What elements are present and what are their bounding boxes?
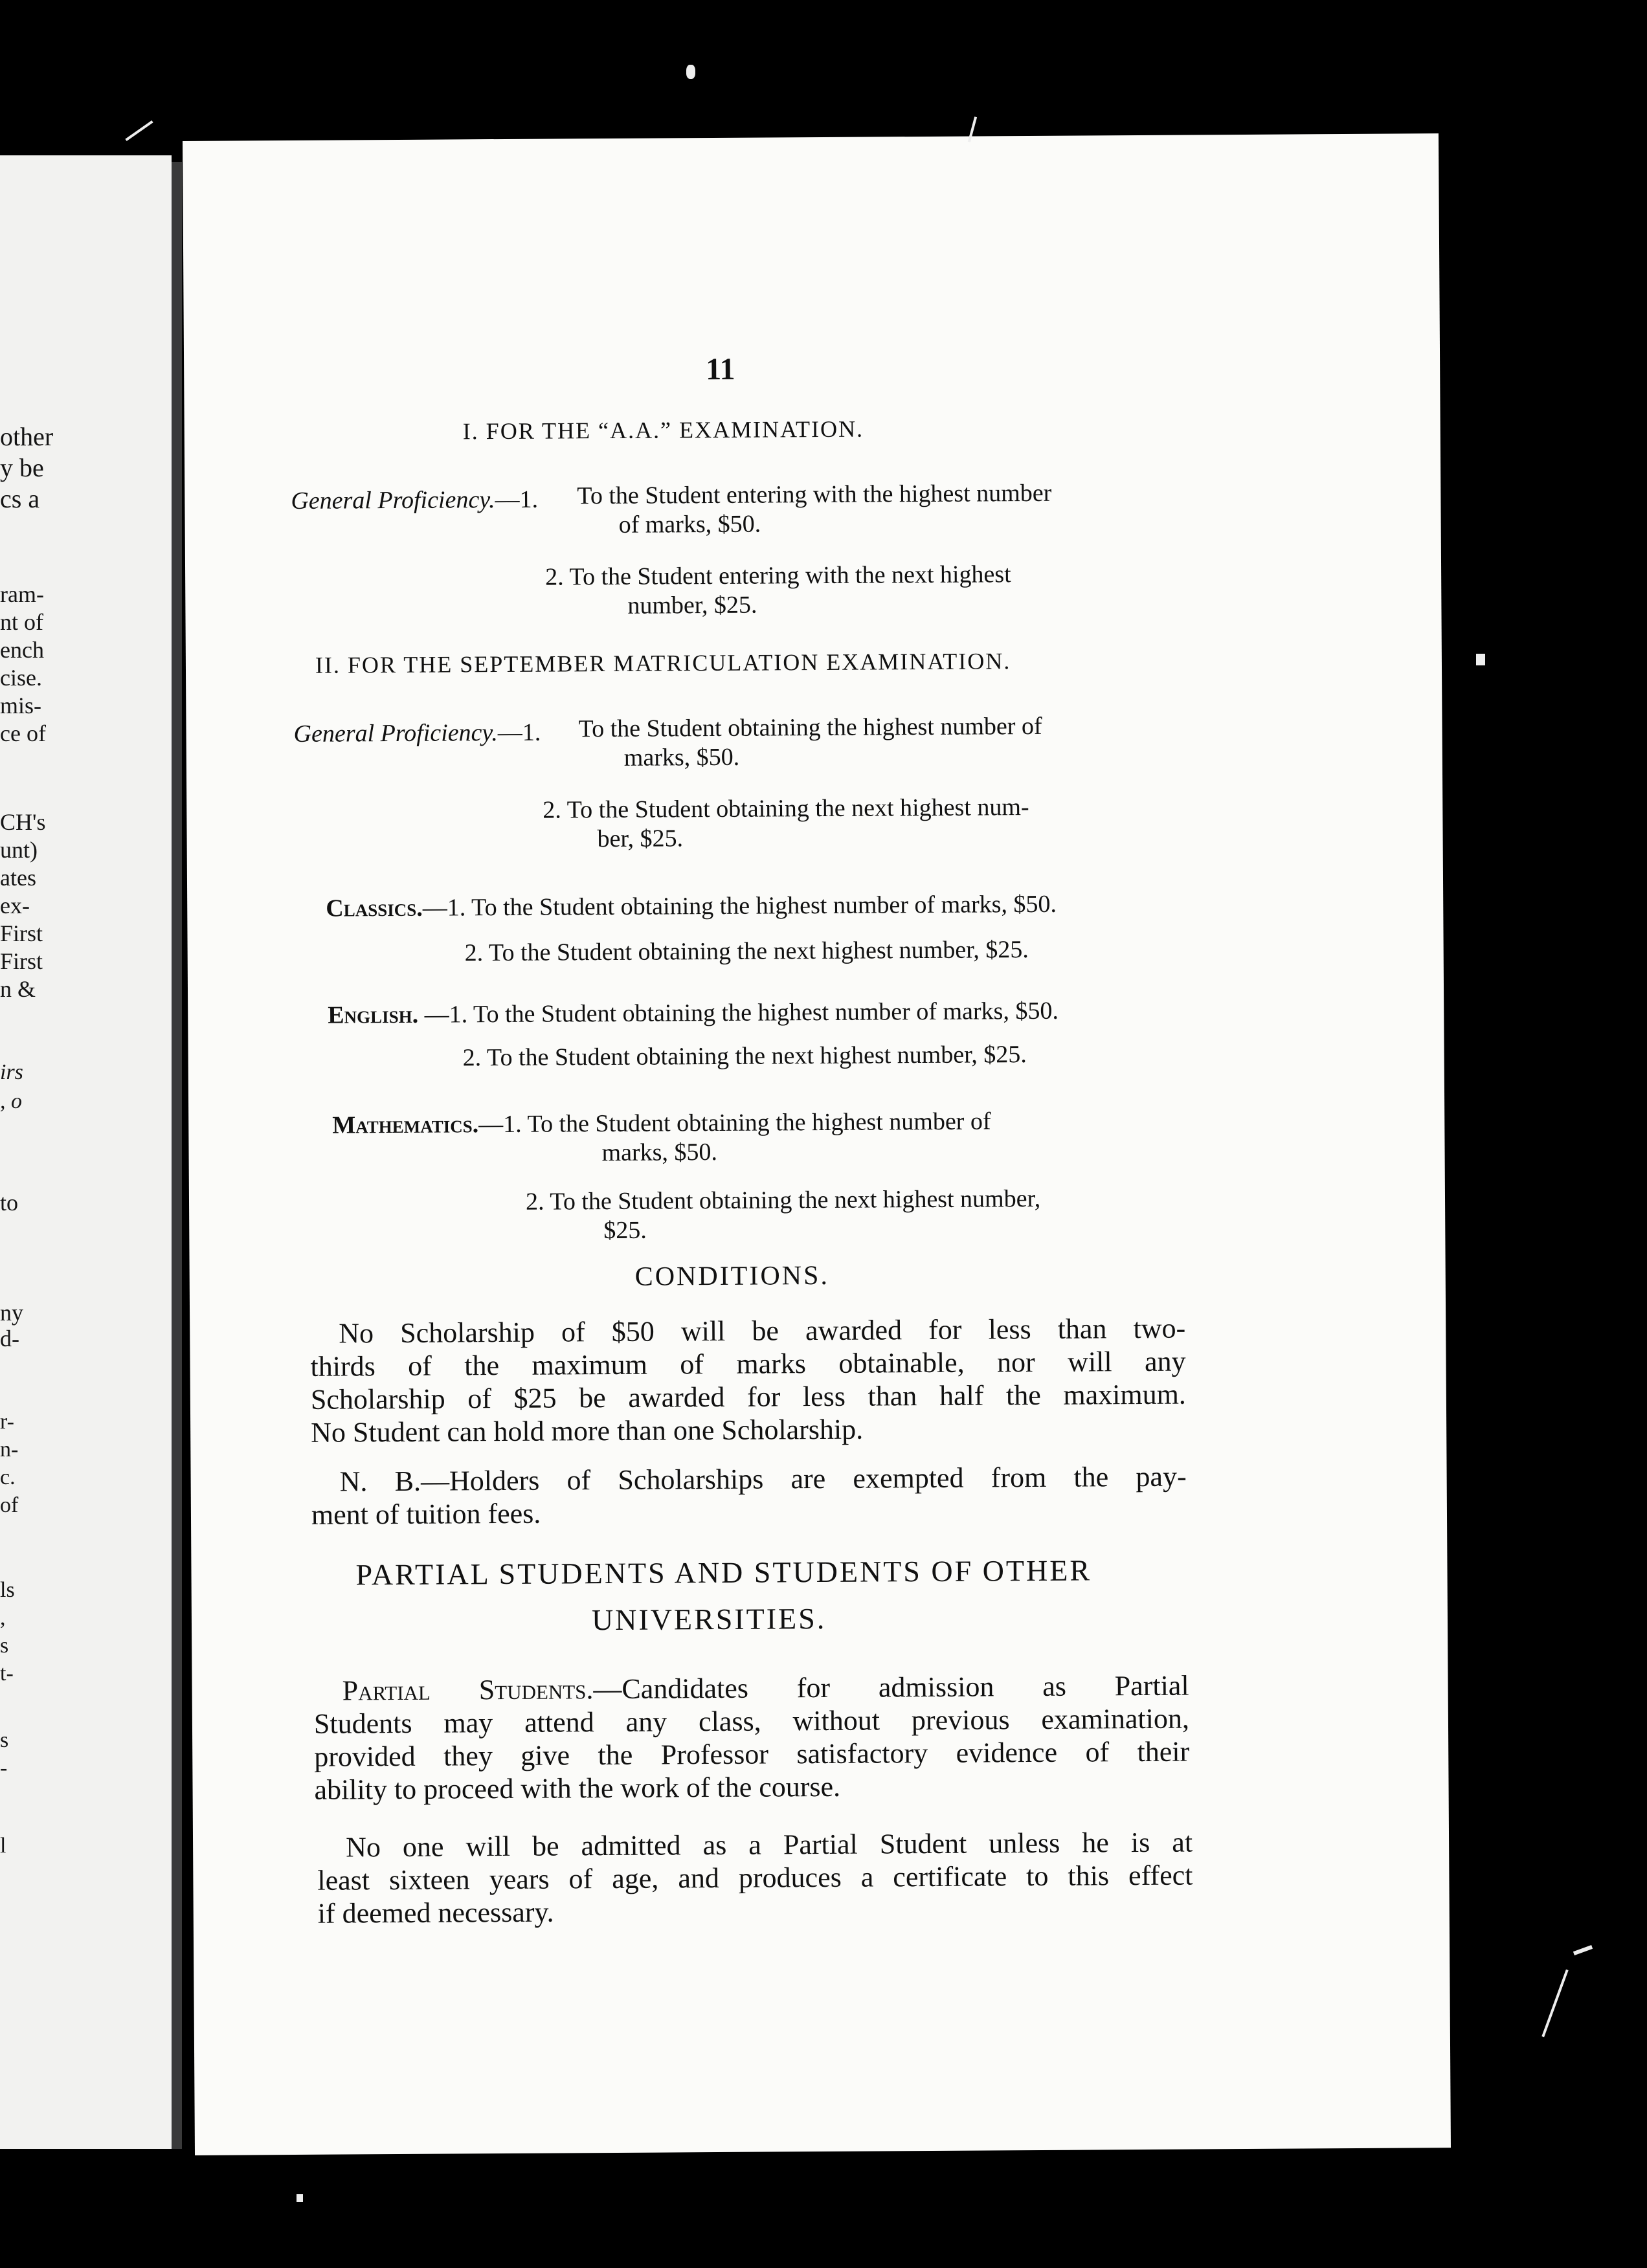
- prize-text: —1. To the Student obtaining the highest number of marks, $50.: [422, 890, 1057, 922]
- left-fragment: n &: [0, 976, 36, 1002]
- prize-text: marks, $50.: [623, 743, 740, 772]
- left-fragment: nt of: [0, 609, 43, 635]
- nb-paragraph: [311, 1460, 1187, 1531]
- prize-number: —1.: [495, 485, 539, 514]
- left-fragment: -: [0, 1756, 8, 1780]
- left-fragment: y be: [0, 453, 44, 482]
- left-fragment: d-: [0, 1326, 19, 1351]
- paragraph-line: least sixteen years of age, and produces a certificate to this effect: [317, 1859, 1193, 1896]
- left-fragment: irs: [0, 1060, 23, 1084]
- scan-speck: [125, 120, 153, 141]
- document-page: [183, 133, 1451, 2155]
- paragraph-line: N. B.—Holders of Scholarships are exempted from the pay-: [339, 1460, 1187, 1498]
- left-facing-page: [0, 155, 172, 2149]
- scan-speck: [1541, 1970, 1568, 2038]
- prize-text: —1. To the Student obtaining the highest number of: [478, 1107, 991, 1139]
- left-fragment: ex-: [0, 893, 30, 918]
- left-fragment: ench: [0, 637, 44, 663]
- partial-heading: PARTIAL STUDENTS AND STUDENTS OF OTHER: [355, 1553, 1092, 1592]
- left-fragment: , o: [0, 1089, 22, 1113]
- prize-text: ber, $25.: [597, 825, 684, 853]
- prize-label: General Proficiency.: [291, 486, 495, 515]
- paragraph-line: thirds of the maximum of marks obtainable, nor will any: [310, 1345, 1186, 1383]
- math-line: [332, 1107, 991, 1139]
- left-fragment: CH's: [0, 809, 46, 835]
- section-heading: II. FOR THE SEPTEMBER MATRICULATION EXAMINATION.: [315, 648, 1011, 678]
- book-spine: [172, 162, 182, 2149]
- paragraph-line: ability to proceed with the work of the course.: [314, 1770, 841, 1806]
- subject-label: Mathematics.: [332, 1111, 479, 1139]
- paragraph-line: provided they give the Professor satisfactory evidence of their: [314, 1735, 1190, 1773]
- subject-label: Classics.: [326, 894, 423, 922]
- left-fragment: First: [0, 920, 43, 946]
- paragraph-line: ment of tuition fees.: [311, 1497, 541, 1531]
- prize-text: 2. To the Student entering with the next highest: [544, 561, 1011, 591]
- partial-heading: UNIVERSITIES.: [591, 1601, 827, 1637]
- left-fragment: c.: [0, 1465, 16, 1489]
- left-fragment: unt): [0, 837, 38, 863]
- prize-text: of marks, $50.: [618, 510, 761, 539]
- paragraph-line: Students may attend any class, without previous examination,: [313, 1702, 1190, 1740]
- classics-line: [326, 890, 1057, 923]
- prize-text: marks, $50.: [601, 1138, 718, 1167]
- left-fragment: s: [0, 1634, 9, 1658]
- prize-line: [293, 718, 541, 748]
- paragraph-line: No Scholarship of $50 will be awarded for less than two-: [339, 1312, 1186, 1350]
- left-fragment: to: [0, 1190, 19, 1216]
- partial-students-paragraph: [313, 1669, 1189, 1807]
- left-fragment: ce of: [0, 720, 46, 746]
- scan-speck: [1476, 654, 1485, 665]
- left-fragment: mis-: [0, 693, 42, 718]
- scan-speck: [297, 2194, 303, 2202]
- subject-label: English.: [328, 1001, 419, 1029]
- prize-label: General Proficiency.: [293, 719, 498, 748]
- left-fragment: ny: [0, 1300, 23, 1326]
- prize-text: To the Student obtaining the highest number of: [578, 712, 1042, 743]
- prize-text: 2. To the Student obtaining the next highest number, $25.: [464, 936, 1029, 967]
- left-fragment: n-: [0, 1438, 19, 1462]
- left-fragment: s: [0, 1728, 9, 1752]
- conditions-paragraph: [310, 1312, 1186, 1449]
- paragraph-line: No one will be admitted as a Partial Student unless he is at: [345, 1826, 1193, 1863]
- page-number: 11: [706, 351, 735, 387]
- age-requirement-paragraph: [317, 1826, 1193, 1930]
- prize-text: $25.: [603, 1216, 647, 1245]
- left-fragment: First: [0, 948, 43, 974]
- prize-line: [291, 485, 538, 515]
- paragraph-text: —Candidates for admission as Partial: [593, 1669, 1189, 1706]
- prize-text: 2. To the Student obtaining the next highest number,: [525, 1184, 1041, 1216]
- paragraph-line: [313, 1669, 1189, 1707]
- paragraph-line: Scholarship of $25 be awarded for less than half the maximum.: [310, 1378, 1187, 1416]
- prize-text: number, $25.: [627, 591, 757, 619]
- conditions-heading: CONDITIONS.: [634, 1260, 830, 1292]
- left-fragment: of: [0, 1493, 19, 1517]
- left-fragment: other: [0, 422, 54, 451]
- section-heading: I. FOR THE “A.A.” EXAMINATION.: [462, 416, 864, 445]
- left-fragment: ls: [0, 1578, 15, 1602]
- partial-students-label: Partial Students.: [342, 1673, 594, 1707]
- scan-speck: [1573, 1945, 1593, 1955]
- left-fragment: ates: [0, 865, 36, 891]
- left-fragment: l: [0, 1834, 6, 1858]
- left-fragment: ,: [0, 1606, 6, 1630]
- prize-text: To the Student entering with the highest number: [577, 479, 1052, 510]
- prize-number: —1.: [497, 718, 541, 747]
- left-fragment: t-: [0, 1662, 14, 1685]
- left-fragment: ram-: [0, 581, 44, 607]
- prize-text: —1. To the Student obtaining the highest number of marks, $50.: [418, 997, 1059, 1028]
- scan-speck: [686, 65, 695, 79]
- left-fragment: cise.: [0, 665, 42, 691]
- prize-text: 2. To the Student obtaining the next highest number, $25.: [462, 1041, 1027, 1072]
- left-fragment: r-: [0, 1410, 14, 1434]
- english-line: [328, 997, 1059, 1030]
- prize-text: 2. To the Student obtaining the next highest num-: [543, 794, 1029, 824]
- left-fragment: cs a: [0, 484, 40, 513]
- paragraph-line: if deemed necessary.: [317, 1896, 554, 1929]
- paragraph-line: No Student can hold more than one Scholarship.: [311, 1413, 864, 1449]
